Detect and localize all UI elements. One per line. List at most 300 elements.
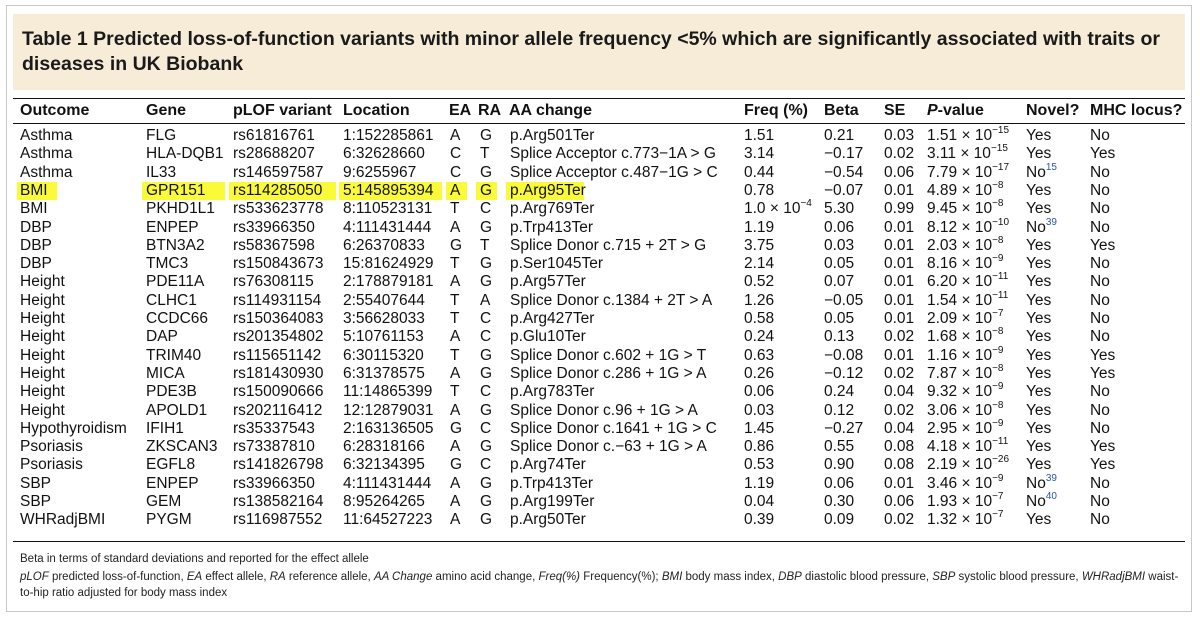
cell-ea-text: C: [450, 163, 462, 181]
p-value-exponent: −9: [992, 253, 1004, 265]
abbreviation-definition: Frequency(%);: [580, 571, 662, 583]
cell-freq-text: 1.45: [744, 419, 775, 437]
abbreviation-definition: predicted loss-of-function,: [48, 571, 187, 583]
cell-aa-text: p.Ser1045Ter: [510, 255, 604, 273]
cell-p: [927, 328, 1003, 346]
cell-mhc-text: No: [1090, 218, 1110, 236]
cell-freq-text: 0.03: [744, 401, 775, 419]
cell-p-text: 2.19 × 10: [927, 456, 993, 474]
cell-novel: [1026, 493, 1057, 511]
cell-novel-text: Yes: [1026, 328, 1052, 346]
table-row: [0, 145, 1200, 163]
cell-se: [884, 310, 914, 328]
cell-se: [884, 127, 914, 145]
cell-se-text: 0.06: [884, 493, 915, 510]
cell-novel: [1026, 511, 1051, 529]
table-row: [0, 255, 1200, 273]
cell-location: [343, 347, 424, 365]
cell-ra-text: A: [480, 291, 491, 309]
reference-link[interactable]: 39: [1045, 472, 1057, 484]
cell-gene-text: BTN3A2: [146, 236, 205, 254]
cell-novel: [1026, 402, 1051, 420]
cell-gene-text: HLA-DQB1: [146, 145, 224, 163]
cell-novel: [1026, 200, 1051, 218]
cell-beta-text: 0.05: [824, 310, 855, 327]
cell-novel-text: Yes: [1026, 273, 1052, 291]
cell-freq: [744, 182, 774, 200]
table-row: [0, 234, 1200, 255]
cell-mhc-text: Yes: [1090, 438, 1116, 456]
header-mhc: MHC locus?: [1090, 102, 1183, 119]
cell-location: [343, 328, 424, 346]
cell-plof: [233, 310, 324, 328]
cell-location-text: 12:12879031: [343, 401, 434, 419]
cell-ra: [480, 292, 490, 310]
header-p-letter: P: [927, 102, 938, 119]
cell-mhc: [1090, 347, 1115, 365]
cell-freq: [744, 493, 774, 511]
cell-aa: [510, 127, 594, 145]
cell-plof: [233, 164, 324, 182]
cell-ra: [480, 328, 491, 346]
cell-beta: [824, 456, 854, 474]
cell-ra-text: G: [480, 511, 493, 529]
cell-novel: [1026, 161, 1057, 182]
cell-beta: [824, 420, 863, 438]
cell-gene-text: EGFL8: [146, 456, 196, 474]
cell-aa-text: p.Arg501Ter: [510, 127, 595, 144]
table-row: [0, 399, 1200, 420]
cell-aa-text: Splice Donor c.1641 + 1G > C: [510, 419, 717, 437]
cell-plof-text: rs181430930: [233, 364, 324, 382]
cell-ra-text: C: [480, 383, 492, 401]
cell-freq: [744, 347, 774, 365]
cell-ra-text: G: [480, 401, 493, 419]
cell-outcome-text: Height: [20, 310, 65, 327]
cell-se-text: 0.02: [884, 401, 915, 419]
cell-location-text: 3:56628033: [343, 310, 425, 327]
cell-freq: [744, 511, 774, 529]
cell-ea: [450, 273, 460, 291]
cell-ea: [450, 475, 460, 493]
cell-location-text: 6:30115320: [343, 346, 424, 364]
cell-ea-text: A: [450, 328, 461, 346]
cell-aa-text: Splice Donor c.715 + 2T > G: [510, 236, 707, 254]
cell-gene-text: CCDC66: [146, 310, 209, 327]
cell-location: [343, 200, 432, 218]
cell-mhc: [1090, 255, 1110, 273]
table-header-rule: [13, 123, 1185, 124]
table-row: [0, 362, 1200, 383]
cell-freq: [744, 145, 774, 163]
cell-p-text: 8.12 × 10: [927, 218, 993, 236]
cell-se-text: 0.01: [884, 181, 915, 199]
p-value-exponent: −7: [992, 509, 1004, 521]
cell-aa-text: p.Arg57Ter: [510, 273, 586, 291]
p-value-exponent: −15: [992, 125, 1010, 136]
table-row: [0, 383, 1200, 401]
cell-beta: [824, 310, 854, 328]
cell-se: [884, 145, 914, 163]
cell-mhc-text: No: [1090, 200, 1110, 218]
cell-beta-text: 0.06: [824, 474, 855, 492]
cell-se: [884, 456, 914, 474]
cell-mhc: [1090, 493, 1110, 511]
cell-ea: [450, 347, 459, 365]
cell-outcome-text: SBP: [20, 493, 52, 510]
cell-location: [343, 273, 434, 291]
cell-freq: [744, 237, 774, 255]
cell-ra: [480, 365, 492, 383]
cell-location-text: 6:32628660: [343, 145, 425, 163]
cell-ra-text: C: [480, 200, 492, 218]
cell-aa: [510, 255, 603, 273]
header-plof: pLOF variant: [233, 102, 332, 119]
cell-ra-text: C: [480, 310, 492, 327]
cell-mhc: [1090, 127, 1110, 145]
cell-outcome: [20, 292, 65, 310]
cell-freq: [744, 383, 774, 401]
cell-outcome: [20, 402, 65, 420]
cell-p-text: 7.87 × 10: [927, 364, 993, 382]
cell-p-text: 1.51 × 10: [927, 127, 993, 144]
cell-outcome: [20, 164, 73, 182]
cell-aa-text: p.Glu10Ter: [510, 328, 586, 346]
cell-se-text: 0.04: [884, 419, 915, 437]
cell-novel: [1026, 383, 1051, 401]
cell-aa: [510, 164, 718, 182]
abbreviation-term: BMI: [661, 571, 683, 583]
cell-novel-text: Yes: [1026, 401, 1052, 419]
cell-mhc-text: No: [1090, 401, 1110, 419]
cell-freq: [744, 164, 774, 182]
cell-ea-text: T: [450, 346, 460, 364]
table-row: [0, 161, 1200, 182]
cell-ra-text: G: [480, 474, 493, 492]
cell-beta: [824, 145, 863, 163]
cell-beta-text: 5.30: [824, 200, 855, 218]
cell-gene: [146, 292, 197, 310]
cell-beta: [824, 402, 854, 420]
cell-se: [884, 237, 914, 255]
cell-location: [343, 145, 425, 163]
cell-novel-text: Yes: [1026, 200, 1052, 218]
cell-mhc-text: Yes: [1090, 346, 1116, 364]
freq-exponent: −4: [800, 198, 812, 210]
table-top-rule: [13, 98, 1185, 99]
cell-aa-text: Splice Donor c.96 + 1G > A: [510, 401, 698, 419]
cell-ea: [450, 402, 460, 420]
cell-outcome: [20, 127, 73, 145]
cell-se: [884, 328, 914, 346]
cell-gene: [146, 255, 188, 273]
header-novel: Novel?: [1026, 102, 1080, 119]
cell-novel: [1026, 182, 1051, 200]
abbreviation-term: AA Change: [373, 571, 433, 583]
cell-freq-text: 0.86: [744, 438, 775, 456]
cell-mhc-text: No: [1090, 310, 1110, 327]
table-row: [0, 200, 1200, 218]
cell-se-text: 0.08: [884, 456, 915, 474]
table-bottom-rule: [13, 541, 1185, 542]
cell-freq: [744, 310, 774, 328]
cell-novel: [1026, 145, 1051, 163]
cell-mhc-text: No: [1090, 255, 1110, 273]
cell-aa-text: Splice Donor c.−63 + 1G > A: [510, 438, 707, 456]
cell-gene-text: TRIM40: [146, 346, 202, 364]
cell-mhc: [1090, 200, 1110, 218]
cell-ea: [450, 219, 460, 237]
cell-plof-text: rs201354802: [233, 328, 324, 346]
cell-location: [343, 310, 425, 328]
cell-outcome-text: Asthma: [20, 127, 73, 144]
cell-mhc: [1090, 145, 1115, 163]
cell-plof: [233, 182, 322, 200]
cell-plof-text: rs28688207: [233, 145, 315, 163]
cell-ea: [450, 200, 459, 218]
cell-p-text: 1.54 × 10: [927, 291, 993, 309]
table-title: Table 1 Predicted loss-of-function variants with minor allele frequency <5% which are significantly associated with traits or diseases in UK Biobank: [22, 28, 1160, 75]
cell-mhc: [1090, 511, 1110, 529]
cell-se-text: 0.01: [884, 236, 915, 254]
cell-se-text: 0.02: [884, 328, 915, 346]
cell-beta: [824, 182, 863, 200]
cell-location: [343, 237, 425, 255]
cell-se: [884, 273, 914, 291]
cell-plof: [233, 200, 324, 218]
header-gene: Gene: [146, 102, 187, 119]
cell-se: [884, 402, 914, 420]
cell-location-text: 2:163136505: [343, 419, 434, 437]
cell-ea: [450, 438, 460, 456]
reference-link[interactable]: 15: [1045, 161, 1057, 173]
cell-aa: [510, 475, 593, 493]
cell-p-text: 8.16 × 10: [927, 255, 993, 273]
cell-location-text: 9:6255967: [343, 163, 417, 181]
cell-gene: [146, 237, 205, 255]
cell-aa: [510, 328, 586, 346]
cell-aa-text: p.Arg427Ter: [510, 310, 595, 327]
cell-freq-text: 0.53: [744, 456, 775, 474]
cell-plof-text: rs533623778: [233, 200, 324, 218]
cell-plof-text: rs33966350: [233, 218, 315, 236]
cell-location-text: 1:152285861: [343, 127, 434, 144]
cell-p-text: 2.03 × 10: [927, 236, 993, 254]
header-p-value: [927, 102, 984, 120]
cell-se: [884, 475, 914, 493]
cell-p: [927, 145, 1008, 163]
cell-novel: [1026, 127, 1051, 145]
cell-mhc: [1090, 420, 1110, 438]
cell-gene: [146, 182, 205, 200]
cell-ra: [480, 438, 492, 456]
cell-ra-text: G: [480, 181, 493, 199]
cell-outcome: [20, 365, 65, 383]
cell-outcome-text: DBP: [20, 218, 52, 236]
abbreviation-term: DBP: [778, 571, 802, 583]
cell-location-text: 8:95264265: [343, 493, 425, 510]
cell-beta: [824, 273, 854, 291]
cell-gene-text: DAP: [146, 328, 178, 346]
cell-location-text: 15:81624929: [343, 255, 434, 273]
cell-plof-text: rs58367598: [233, 236, 315, 254]
cell-freq-text: 1.0 × 10: [744, 200, 801, 218]
cell-aa: [510, 456, 586, 474]
cell-location: [343, 456, 425, 474]
cell-plof: [233, 511, 322, 529]
cell-mhc: [1090, 273, 1110, 291]
cell-se-text: 0.02: [884, 511, 915, 529]
cell-location: [343, 219, 431, 237]
cell-beta: [824, 511, 854, 529]
cell-plof-text: rs146597587: [233, 163, 324, 181]
table-row: [0, 328, 1200, 346]
cell-beta-text: 0.09: [824, 511, 855, 529]
cell-beta-text: −0.05: [824, 291, 864, 309]
cell-beta: [824, 219, 854, 237]
cell-ra: [480, 127, 492, 145]
cell-p-text: 9.45 × 10: [927, 200, 993, 218]
cell-ra: [480, 493, 492, 511]
cell-outcome: [20, 237, 52, 255]
cell-p-text: 4.89 × 10: [927, 181, 993, 199]
cell-novel: [1026, 273, 1051, 291]
cell-gene-text: ZKSCAN3: [146, 438, 218, 456]
cell-ea-text: A: [450, 181, 461, 199]
cell-novel-text: Yes: [1026, 438, 1052, 456]
cell-plof: [233, 127, 315, 145]
cell-ea-text: T: [450, 255, 460, 273]
table-row: [0, 273, 1200, 291]
cell-mhc: [1090, 237, 1115, 255]
cell-aa-text: Splice Donor c.286 + 1G > A: [510, 364, 707, 382]
cell-gene: [146, 493, 181, 511]
cell-aa-text: p.Arg199Ter: [510, 493, 595, 510]
cell-novel-text: Yes: [1026, 456, 1052, 474]
table-row: [0, 472, 1200, 493]
cell-freq: [744, 219, 774, 237]
cell-freq-text: 1.51: [744, 127, 775, 144]
cell-ea: [450, 237, 462, 255]
cell-plof: [233, 493, 324, 511]
cell-plof: [233, 456, 324, 474]
table-row: [0, 310, 1200, 328]
cell-novel: [1026, 456, 1051, 474]
cell-se-text: 0.06: [884, 163, 915, 181]
cell-ra-text: G: [480, 127, 493, 144]
cell-freq: [744, 402, 774, 420]
cell-beta: [824, 383, 854, 401]
cell-freq: [744, 292, 774, 310]
header-se: SE: [884, 102, 906, 119]
cell-novel-text: Yes: [1026, 127, 1052, 144]
cell-ra-text: G: [480, 163, 493, 181]
cell-ra: [480, 164, 492, 182]
cell-outcome: [20, 493, 51, 511]
cell-ea-text: G: [450, 236, 463, 254]
cell-novel: [1026, 216, 1057, 237]
cell-aa-text: Splice Acceptor c.773−1A > G: [510, 145, 716, 163]
cell-ea: [450, 493, 460, 511]
p-value-exponent: −26: [992, 454, 1010, 466]
cell-gene: [146, 402, 207, 420]
cell-freq-text: 1.19: [744, 218, 775, 236]
cell-outcome: [20, 145, 73, 163]
cell-beta-text: 0.55: [824, 438, 855, 456]
cell-se: [884, 347, 914, 365]
cell-p: [927, 161, 1010, 182]
cell-freq-text: 1.19: [744, 474, 775, 492]
cell-beta: [824, 365, 863, 383]
cell-ea-text: A: [450, 273, 461, 291]
cell-outcome-text: BMI: [20, 181, 48, 199]
cell-outcome: [20, 347, 65, 365]
cell-se-text: 0.02: [884, 145, 915, 163]
reference-link[interactable]: 39: [1045, 216, 1057, 228]
cell-novel-text: Yes: [1026, 255, 1052, 273]
cell-gene-text: TMC3: [146, 255, 189, 273]
cell-beta-text: −0.54: [824, 163, 864, 181]
cell-freq: [744, 420, 774, 438]
cell-beta: [824, 237, 854, 255]
cell-location: [343, 292, 425, 310]
cell-plof-text: rs114285050: [233, 181, 323, 199]
cell-mhc-text: Yes: [1090, 145, 1116, 163]
cell-novel: [1026, 420, 1051, 438]
cell-freq: [744, 365, 774, 383]
cell-novel-text: Yes: [1026, 145, 1052, 163]
reference-link[interactable]: 40: [1045, 491, 1057, 502]
cell-aa: [510, 237, 706, 255]
cell-plof-text: rs150843673: [233, 255, 324, 273]
cell-outcome-text: Height: [20, 291, 65, 309]
cell-beta-text: 0.21: [824, 127, 855, 144]
cell-outcome: [20, 200, 48, 218]
cell-aa-text: p.Arg74Ter: [510, 456, 586, 474]
cell-novel-text: Yes: [1026, 511, 1052, 529]
cell-novel-text: Yes: [1026, 364, 1052, 382]
cell-plof: [233, 347, 321, 365]
cell-aa: [510, 182, 586, 200]
cell-location: [343, 383, 432, 401]
header-ra: RA: [478, 102, 502, 119]
cell-freq: [744, 273, 774, 291]
cell-mhc: [1090, 328, 1110, 346]
cell-gene-text: FLG: [146, 127, 177, 144]
cell-novel: [1026, 310, 1051, 328]
cell-gene: [146, 310, 208, 328]
cell-beta: [824, 438, 854, 456]
cell-plof: [233, 292, 321, 310]
cell-p-text: 4.18 × 10: [927, 438, 993, 456]
cell-plof-text: rs61816761: [233, 127, 315, 144]
cell-location-text: 6:26370833: [343, 236, 425, 254]
cell-ea-text: A: [450, 401, 461, 419]
cell-freq-text: 2.14: [744, 255, 775, 273]
cell-ea-text: A: [450, 474, 461, 492]
cell-aa: [510, 145, 716, 163]
table-row: [0, 493, 1200, 511]
cell-beta-text: −0.07: [824, 181, 864, 199]
cell-mhc-text: No: [1090, 127, 1110, 144]
p-value-exponent: −15: [990, 143, 1008, 155]
cell-ra-text: C: [480, 456, 492, 474]
cell-gene-text: GEM: [146, 493, 182, 510]
cell-location-text: 8:110523131: [343, 200, 433, 218]
cell-location: [343, 255, 434, 273]
cell-outcome-text: Asthma: [20, 163, 73, 181]
cell-freq: [744, 255, 774, 273]
